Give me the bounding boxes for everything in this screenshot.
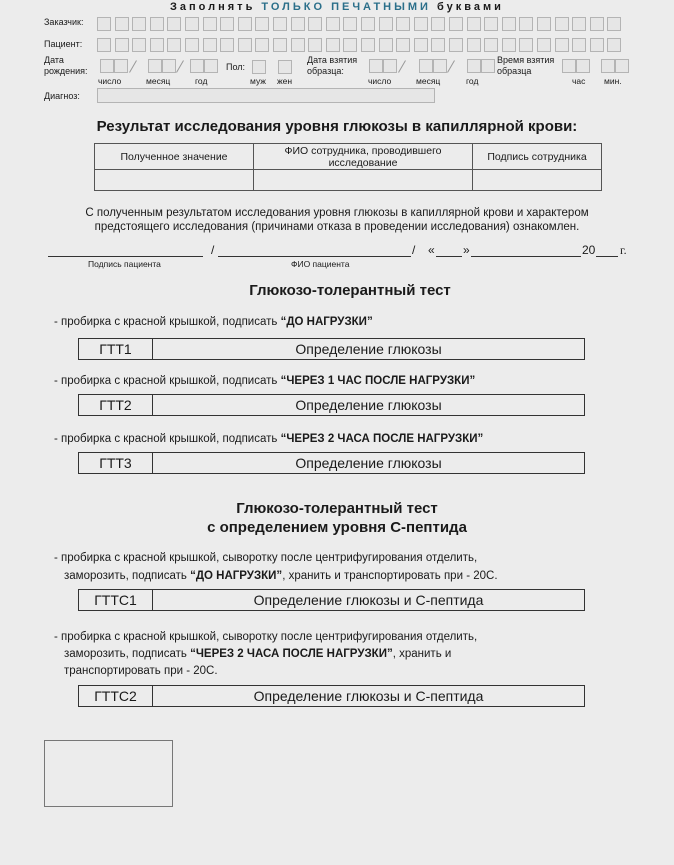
customer-cell-7[interactable] [203, 17, 217, 31]
gtt3-code: ГТТ3 [79, 453, 153, 473]
birth-cell-5[interactable] [190, 59, 204, 73]
customer-cell-14[interactable] [326, 17, 340, 31]
header-prefix: Заполнять [170, 1, 256, 13]
sample-month-caption: месяц [416, 76, 441, 86]
gttc1-code: ГТТС1 [79, 590, 153, 610]
hour-caption: час [572, 76, 586, 86]
patient-cell-2[interactable] [115, 38, 129, 52]
diagnosis-label: Диагноз: [44, 91, 80, 101]
birth-day-caption: число [98, 76, 122, 86]
gender-label: Пол: [226, 62, 246, 72]
customer-cell-19[interactable] [414, 17, 428, 31]
customer-cell-5[interactable] [167, 17, 181, 31]
result-value-cell[interactable] [95, 170, 254, 191]
date-month-line[interactable] [471, 256, 581, 257]
gtt1-test-name: Определение глюкозы [295, 341, 442, 357]
customer-cell-28[interactable] [572, 17, 586, 31]
birth-date-separator-1 [129, 60, 137, 73]
customer-label: Заказчик: [44, 17, 84, 27]
patient-cell-20[interactable] [431, 38, 445, 52]
gttc-section-title-line2: с определением уровня С-пептида [207, 519, 467, 536]
customer-cell-11[interactable] [273, 17, 287, 31]
customer-cell-26[interactable] [537, 17, 551, 31]
sample-cell-6[interactable] [481, 59, 495, 73]
result-col-value: Полученное значение [95, 144, 254, 170]
customer-cell-15[interactable] [343, 17, 357, 31]
gender-female-caption: жен [277, 76, 293, 86]
result-section-title: Результат исследования уровня глюкозы в капиллярной крови: [96, 118, 578, 135]
patient-cell-10[interactable] [255, 38, 269, 52]
gender-female-checkbox[interactable] [278, 60, 292, 74]
customer-cell-25[interactable] [519, 17, 533, 31]
gttc2-instruction-line3: транспортировать при - 20С. [64, 665, 218, 677]
gttc2-test-name: Определение глюкозы и С-пептида [253, 688, 484, 704]
customer-cell-18[interactable] [396, 17, 410, 31]
patient-name-caption: ФИО пациента [291, 259, 350, 269]
customer-cell-30[interactable] [607, 17, 621, 31]
result-col-employee-name: ФИО сотрудника, проводившего исследование [254, 144, 473, 170]
sample-date-separator-1 [398, 60, 406, 73]
gttc-section-title-line1: Глюкозо-толерантный тест [236, 500, 438, 517]
date-year-prefix: 20 [582, 243, 596, 257]
customer-cell-29[interactable] [590, 17, 604, 31]
sample-cell-4[interactable] [433, 59, 447, 73]
birth-cell-3[interactable] [148, 59, 162, 73]
patient-cell-3[interactable] [132, 38, 146, 52]
patient-signature-line[interactable] [48, 256, 203, 257]
customer-cell-1[interactable] [97, 17, 111, 31]
patient-name-line[interactable] [218, 256, 411, 257]
patient-cell-24[interactable] [502, 38, 516, 52]
patient-cell-29[interactable] [590, 38, 604, 52]
customer-cell-2[interactable] [115, 17, 129, 31]
patient-cell-15[interactable] [343, 38, 357, 52]
birth-cell-1[interactable] [100, 59, 114, 73]
sample-cell-5[interactable] [467, 59, 481, 73]
birth-month-caption: месяц [146, 76, 171, 86]
patient-cell-6[interactable] [185, 38, 199, 52]
minute-caption: мин. [604, 76, 622, 86]
patient-cell-4[interactable] [150, 38, 164, 52]
date-year-line[interactable] [596, 256, 618, 257]
patient-cell-22[interactable] [467, 38, 481, 52]
customer-cell-10[interactable] [255, 17, 269, 31]
gttc1-test-name: Определение глюкозы и С-пептида [253, 592, 484, 608]
gttc1-instruction-line1: - пробирка с красной крышкой, сыворотку после центрифугирования отделить, [54, 552, 478, 564]
patient-cell-7[interactable] [203, 38, 217, 52]
gtt1-test-box[interactable] [78, 338, 585, 360]
patient-cell-11[interactable] [273, 38, 287, 52]
gtt1-instruction: - пробирка с красной крышкой, подписать “ДО НАГРУЗКИ” [54, 316, 373, 328]
customer-cell-17[interactable] [379, 17, 393, 31]
sample-cell-3[interactable] [419, 59, 433, 73]
time-cell-4[interactable] [615, 59, 629, 73]
gtt1-code: ГТТ1 [79, 339, 153, 359]
sample-date-label-line2: образца: [307, 66, 344, 76]
gtt3-test-box[interactable] [78, 452, 585, 474]
customer-cell-6[interactable] [185, 17, 199, 31]
date-close-quote: » [463, 243, 470, 257]
customer-cell-12[interactable] [291, 17, 305, 31]
customer-cell-4[interactable] [150, 17, 164, 31]
customer-cell-3[interactable] [132, 17, 146, 31]
birth-cell-2[interactable] [114, 59, 128, 73]
patient-cell-30[interactable] [607, 38, 621, 52]
time-cell-3[interactable] [601, 59, 615, 73]
gtt3-test-name: Определение глюкозы [295, 455, 442, 471]
sample-time-label-line1: Время взятия [497, 55, 555, 65]
gtt2-test-box[interactable] [78, 394, 585, 416]
sample-year-caption: год [466, 76, 479, 86]
patient-cell-5[interactable] [167, 38, 181, 52]
gttc2-instruction-line2: заморозить, подписать “ЧЕРЕЗ 2 ЧАСА ПОСЛЕ НАГРУЗКИ”, хранить и [64, 648, 452, 660]
gttc2-test-box[interactable] [78, 685, 585, 707]
patient-cell-1[interactable] [97, 38, 111, 52]
customer-cell-22[interactable] [467, 17, 481, 31]
patient-signature-caption: Подпись пациента [88, 259, 161, 269]
gender-male-checkbox[interactable] [252, 60, 266, 74]
sample-day-caption: число [368, 76, 392, 86]
gtt2-test-name: Определение глюкозы [295, 397, 442, 413]
date-open-quote: « [428, 243, 435, 257]
gender-male-caption: муж [250, 76, 266, 86]
sample-cell-1[interactable] [369, 59, 383, 73]
gtt-section-title: Глюкозо-толерантный тест [249, 282, 451, 299]
birth-label-line2: рождения: [44, 66, 88, 76]
form-instruction-header [0, 1, 674, 13]
patient-cell-13[interactable] [308, 38, 322, 52]
customer-cell-9[interactable] [238, 17, 252, 31]
customer-cell-8[interactable] [220, 17, 234, 31]
patient-cell-26[interactable] [537, 38, 551, 52]
birth-date-separator-2 [176, 60, 184, 73]
name-separator: / [412, 243, 416, 257]
gtt2-instruction: - пробирка с красной крышкой, подписать “ЧЕРЕЗ 1 ЧАС ПОСЛЕ НАГРУЗКИ” [54, 375, 476, 387]
diagnosis-input[interactable] [97, 88, 435, 103]
result-signature-cell[interactable] [473, 170, 602, 191]
date-day-line[interactable] [436, 256, 462, 257]
time-cell-2[interactable] [576, 59, 590, 73]
gttc2-instruction-line1: - пробирка с красной крышкой, сыворотку после центрифугирования отделить, [54, 631, 478, 643]
patient-cell-21[interactable] [449, 38, 463, 52]
header-accent: ТОЛЬКО ПЕЧАТНЫМИ [261, 1, 431, 13]
patient-cell-12[interactable] [291, 38, 305, 52]
barcode-sticker-area [44, 740, 173, 807]
patient-cell-14[interactable] [326, 38, 340, 52]
patient-cell-8[interactable] [220, 38, 234, 52]
customer-cell-27[interactable] [555, 17, 569, 31]
patient-cell-18[interactable] [396, 38, 410, 52]
consent-text-line1: С полученным результатом исследования уровня глюкозы в капиллярной крови и характером [85, 207, 589, 219]
result-employee-cell[interactable] [254, 170, 473, 191]
customer-cell-16[interactable] [361, 17, 375, 31]
gttc1-test-box[interactable] [78, 589, 585, 611]
customer-cell-21[interactable] [449, 17, 463, 31]
customer-cell-24[interactable] [502, 17, 516, 31]
result-table [94, 143, 602, 191]
birth-cell-6[interactable] [204, 59, 218, 73]
birth-year-caption: год [195, 76, 208, 86]
header-suffix: буквами [437, 1, 504, 13]
result-col-signature: Подпись сотрудника [473, 144, 602, 170]
sample-time-label-line2: образца [497, 66, 532, 76]
sample-date-separator-2 [447, 60, 455, 73]
gtt2-code: ГТТ2 [79, 395, 153, 415]
patient-cell-19[interactable] [414, 38, 428, 52]
customer-cell-13[interactable] [308, 17, 322, 31]
gtt3-instruction: - пробирка с красной крышкой, подписать “ЧЕРЕЗ 2 ЧАСА ПОСЛЕ НАГРУЗКИ” [54, 433, 484, 445]
patient-cell-17[interactable] [379, 38, 393, 52]
date-year-suffix: г. [620, 243, 627, 257]
gttc2-code: ГТТС2 [79, 686, 153, 706]
signature-separator: / [211, 243, 215, 257]
patient-cell-23[interactable] [484, 38, 498, 52]
patient-label: Пациент: [44, 39, 83, 49]
patient-cell-25[interactable] [519, 38, 533, 52]
consent-text-line2: предстоящего исследования (причинами отказа в проведении исследования) ознакомлен. [94, 221, 580, 233]
customer-cell-20[interactable] [431, 17, 445, 31]
customer-cell-23[interactable] [484, 17, 498, 31]
time-cell-1[interactable] [562, 59, 576, 73]
sample-date-label-line1: Дата взятия [307, 55, 358, 65]
birth-cell-4[interactable] [162, 59, 176, 73]
birth-label-line1: Дата [44, 55, 64, 65]
patient-cell-16[interactable] [361, 38, 375, 52]
patient-cell-27[interactable] [555, 38, 569, 52]
gttc1-instruction-line2: заморозить, подписать “ДО НАГРУЗКИ”, хранить и транспортировать при - 20С. [64, 570, 498, 582]
patient-cell-9[interactable] [238, 38, 252, 52]
patient-cell-28[interactable] [572, 38, 586, 52]
sample-cell-2[interactable] [383, 59, 397, 73]
